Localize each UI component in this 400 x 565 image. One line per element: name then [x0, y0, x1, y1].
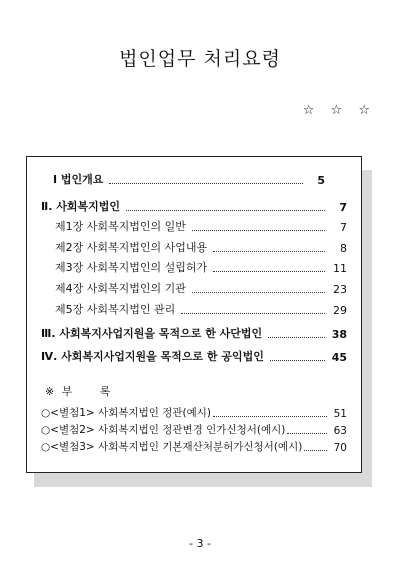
- toc-label: Ⅳ. 사회복지사업지원을 목적으로 한 공익법인: [41, 350, 264, 363]
- toc-leader-dots: [181, 313, 325, 314]
- appendix-item: [27, 404, 361, 420]
- appendix-item-page: 51: [333, 408, 347, 420]
- toc-page: 5: [317, 174, 325, 187]
- appendix-item-page: 70: [333, 442, 347, 454]
- toc-row: [27, 198, 361, 214]
- toc-page: 7: [339, 201, 347, 214]
- appendix-leader-dots: [304, 450, 327, 451]
- table-of-contents-box: [26, 156, 362, 473]
- toc-label: 제3장 사회복지법인의 설립허가: [55, 261, 208, 274]
- document-title: 법인업무 처리요령: [119, 48, 281, 70]
- toc-page: 45: [331, 351, 347, 364]
- toc-leader-dots: [268, 337, 325, 338]
- appendix-item-label: ○<별첨2> 사회복지법인 정관변경 인가신청서(예시): [41, 424, 286, 436]
- appendix-mark: ※: [45, 385, 57, 398]
- appendix-item: [27, 438, 361, 454]
- toc-leader-dots: [109, 183, 303, 184]
- toc-row: [27, 171, 361, 187]
- toc-page: 11: [333, 262, 347, 275]
- toc-label: 제1장 사회복지법인의 일반: [55, 220, 186, 233]
- toc-row: [27, 239, 361, 255]
- toc-leader-dots: [192, 230, 325, 231]
- appendix-item-label: ○<별첨1> 사회복지법인 정관(예시): [41, 407, 212, 419]
- stars-mark: ☆ ☆ ☆: [302, 103, 376, 118]
- toc-page: 7: [340, 221, 347, 234]
- toc-label: Ⅰ 법인개요: [53, 173, 104, 186]
- toc-label: 제5장 사회복지법인 관리: [55, 303, 176, 316]
- toc-page: 23: [333, 283, 347, 296]
- toc-leader-dots: [192, 292, 325, 293]
- toc-label: Ⅲ. 사회복지사업지원을 목적으로 한 사단법인: [41, 327, 263, 340]
- toc-leader-dots: [126, 210, 325, 211]
- toc-leader-dots: [213, 251, 325, 252]
- toc-row: [27, 218, 361, 234]
- toc-page: 38: [331, 328, 347, 341]
- appendix-leader-dots: [213, 416, 327, 417]
- appendix-item-page: 63: [333, 425, 347, 437]
- toc-row: [27, 259, 361, 275]
- toc-row: [27, 348, 361, 364]
- toc-row: [27, 280, 361, 296]
- toc-row: [27, 301, 361, 317]
- toc-page: 8: [340, 242, 347, 255]
- toc-label: 제4장 사회복지법인의 기관: [55, 282, 186, 295]
- appendix-item-label: ○<별첨3> 사회복지법인 기본재산처분허가신청서(예시): [41, 441, 303, 453]
- toc-row: [27, 325, 361, 341]
- appendix-title: 부 록: [61, 385, 123, 398]
- toc-page: 29: [333, 304, 347, 317]
- toc-leader-dots: [213, 271, 325, 272]
- appendix-item: [27, 421, 361, 437]
- appendix-leader-dots: [287, 433, 327, 434]
- appendix-heading: [45, 383, 122, 399]
- page-number: - 3 -: [189, 537, 211, 550]
- toc-leader-dots: [270, 360, 325, 361]
- toc-label: Ⅱ. 사회복지법인: [41, 200, 121, 213]
- toc-label: 제2장 사회복지법인의 사업내용: [55, 241, 208, 254]
